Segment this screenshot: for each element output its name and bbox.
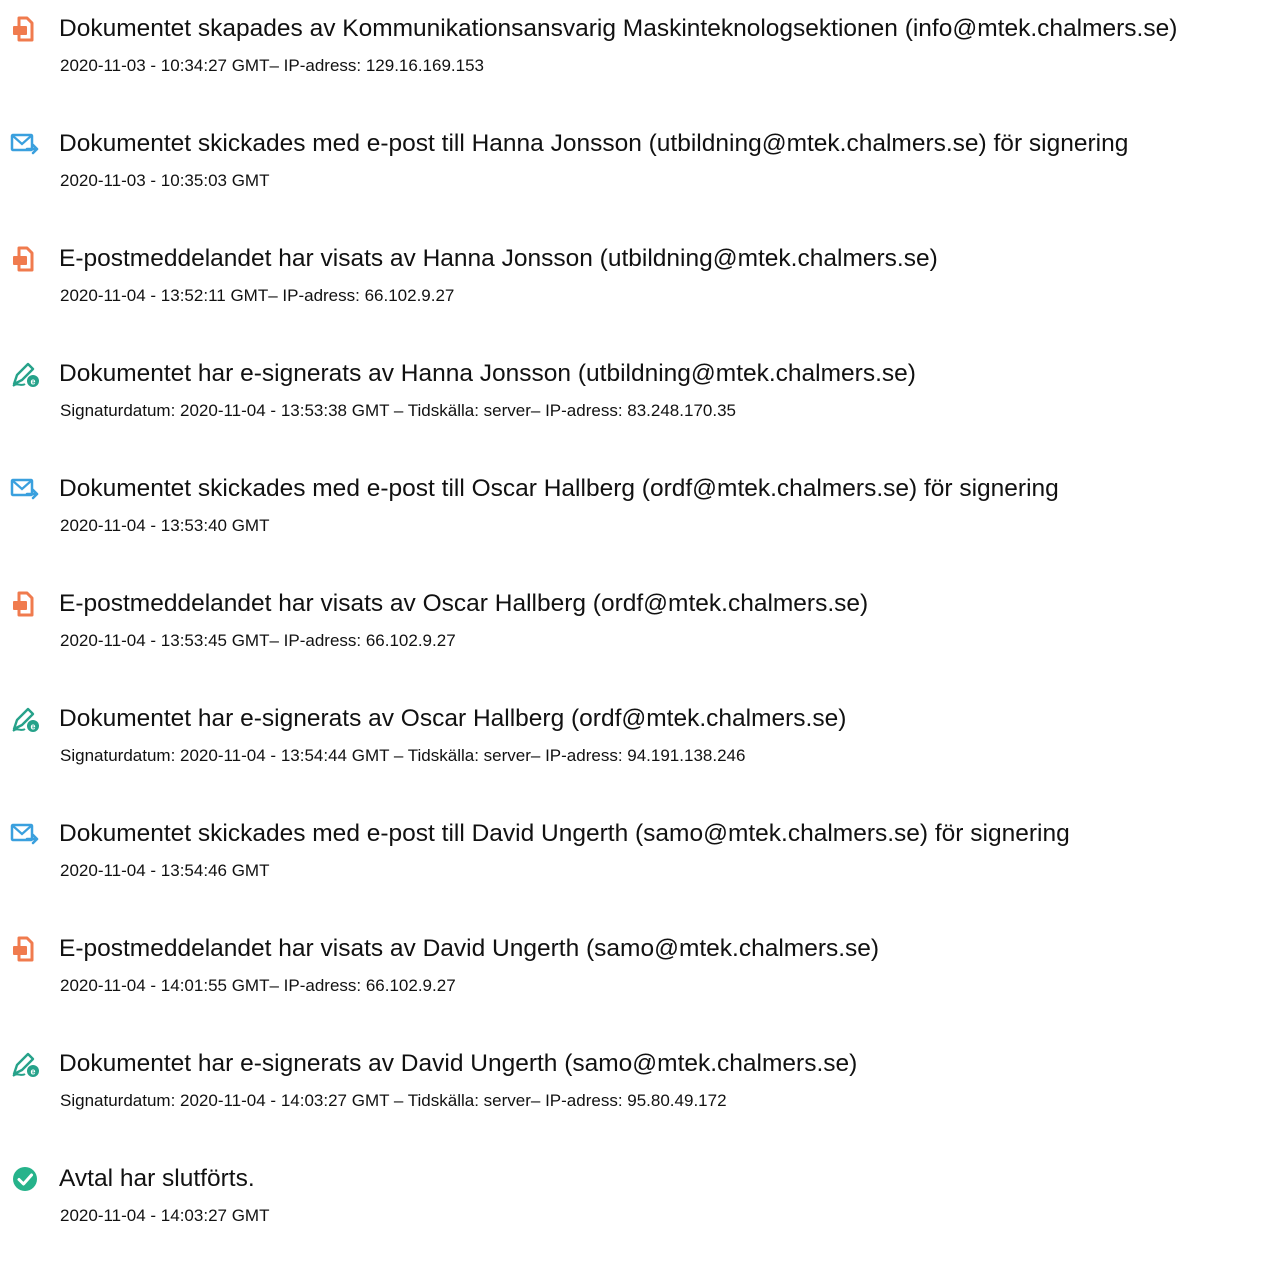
mail-send-icon [10,819,40,849]
log-event-timestamp: 2020-11-03 - 10:35:03 GMT [60,171,270,190]
log-entry [0,127,1275,227]
log-event-text: Dokumentet har e-signerats av Hanna Jonsson (utbildning@mtek.chalmers.se) [59,360,916,387]
svg-text:e: e [30,1066,36,1077]
log-entry [0,472,1275,572]
log-event-timestamp: 2020-11-04 - 13:52:11 GMT– IP-adress: 66.102.9.27 [60,286,455,305]
log-event-timestamp: 2020-11-04 - 13:53:45 GMT– IP-adress: 66.102.9.27 [60,631,456,650]
log-entry [0,12,1275,112]
log-event-text: Dokumentet har e-signerats av Oscar Hallberg (ordf@mtek.chalmers.se) [59,705,847,732]
log-event-text: Dokumentet skickades med e-post till Hanna Jonsson (utbildning@mtek.chalmers.se) för signering [59,130,1129,157]
log-event-text: E-postmeddelandet har visats av Oscar Hallberg (ordf@mtek.chalmers.se) [59,590,869,617]
log-entry [0,702,1275,802]
log-event-text: E-postmeddelandet har visats av Hanna Jonsson (utbildning@mtek.chalmers.se) [59,245,938,272]
log-event-timestamp: 2020-11-04 - 14:03:27 GMT [60,1206,270,1225]
log-event-timestamp: 2020-11-04 - 13:53:40 GMT [60,516,270,535]
e-signature-icon [10,1049,40,1079]
document-icon [10,244,40,274]
log-event-timestamp: 2020-11-04 - 14:01:55 GMT– IP-adress: 66.102.9.27 [60,976,456,995]
log-event-timestamp: Signaturdatum: 2020-11-04 - 13:54:44 GMT – Tidskälla: server– IP-adress: 94.191.138.246 [60,746,746,765]
checkmark-icon [10,1164,40,1194]
log-entry [0,1162,1275,1262]
svg-text:e: e [30,721,36,732]
log-event-text: E-postmeddelandet har visats av David Ungerth (samo@mtek.chalmers.se) [59,935,880,962]
log-entry [0,242,1275,342]
log-entry [0,817,1275,917]
mail-send-icon [10,129,40,159]
log-entry [0,357,1275,457]
log-event-text: Dokumentet skickades med e-post till Oscar Hallberg (ordf@mtek.chalmers.se) för signering [59,475,1059,502]
log-entry [0,1047,1275,1147]
log-event-text: Dokumentet skickades med e-post till David Ungerth (samo@mtek.chalmers.se) för signering [59,820,1070,847]
log-event-timestamp: Signaturdatum: 2020-11-04 - 14:03:27 GMT – Tidskälla: server– IP-adress: 95.80.49.172 [60,1091,727,1110]
log-entry [0,587,1275,687]
e-signature-icon [10,359,40,389]
document-icon [10,14,40,44]
svg-text:e: e [30,376,36,387]
log-event-text: Avtal har slutförts. [59,1165,255,1192]
log-event-text: Dokumentet skapades av Kommunikationsansvarig Maskinteknologsektionen (info@mtek.chalmers.se) [59,15,1178,42]
log-event-timestamp: 2020-11-03 - 10:34:27 GMT– IP-adress: 129.16.169.153 [60,56,485,75]
log-event-timestamp: 2020-11-04 - 13:54:46 GMT [60,861,270,880]
log-event-text: Dokumentet har e-signerats av David Ungerth (samo@mtek.chalmers.se) [59,1050,858,1077]
document-icon [10,934,40,964]
document-icon [10,589,40,619]
e-signature-icon [10,704,40,734]
mail-send-icon [10,474,40,504]
log-entry [0,932,1275,1032]
log-event-timestamp: Signaturdatum: 2020-11-04 - 13:53:38 GMT – Tidskälla: server– IP-adress: 83.248.170.35 [60,401,736,420]
